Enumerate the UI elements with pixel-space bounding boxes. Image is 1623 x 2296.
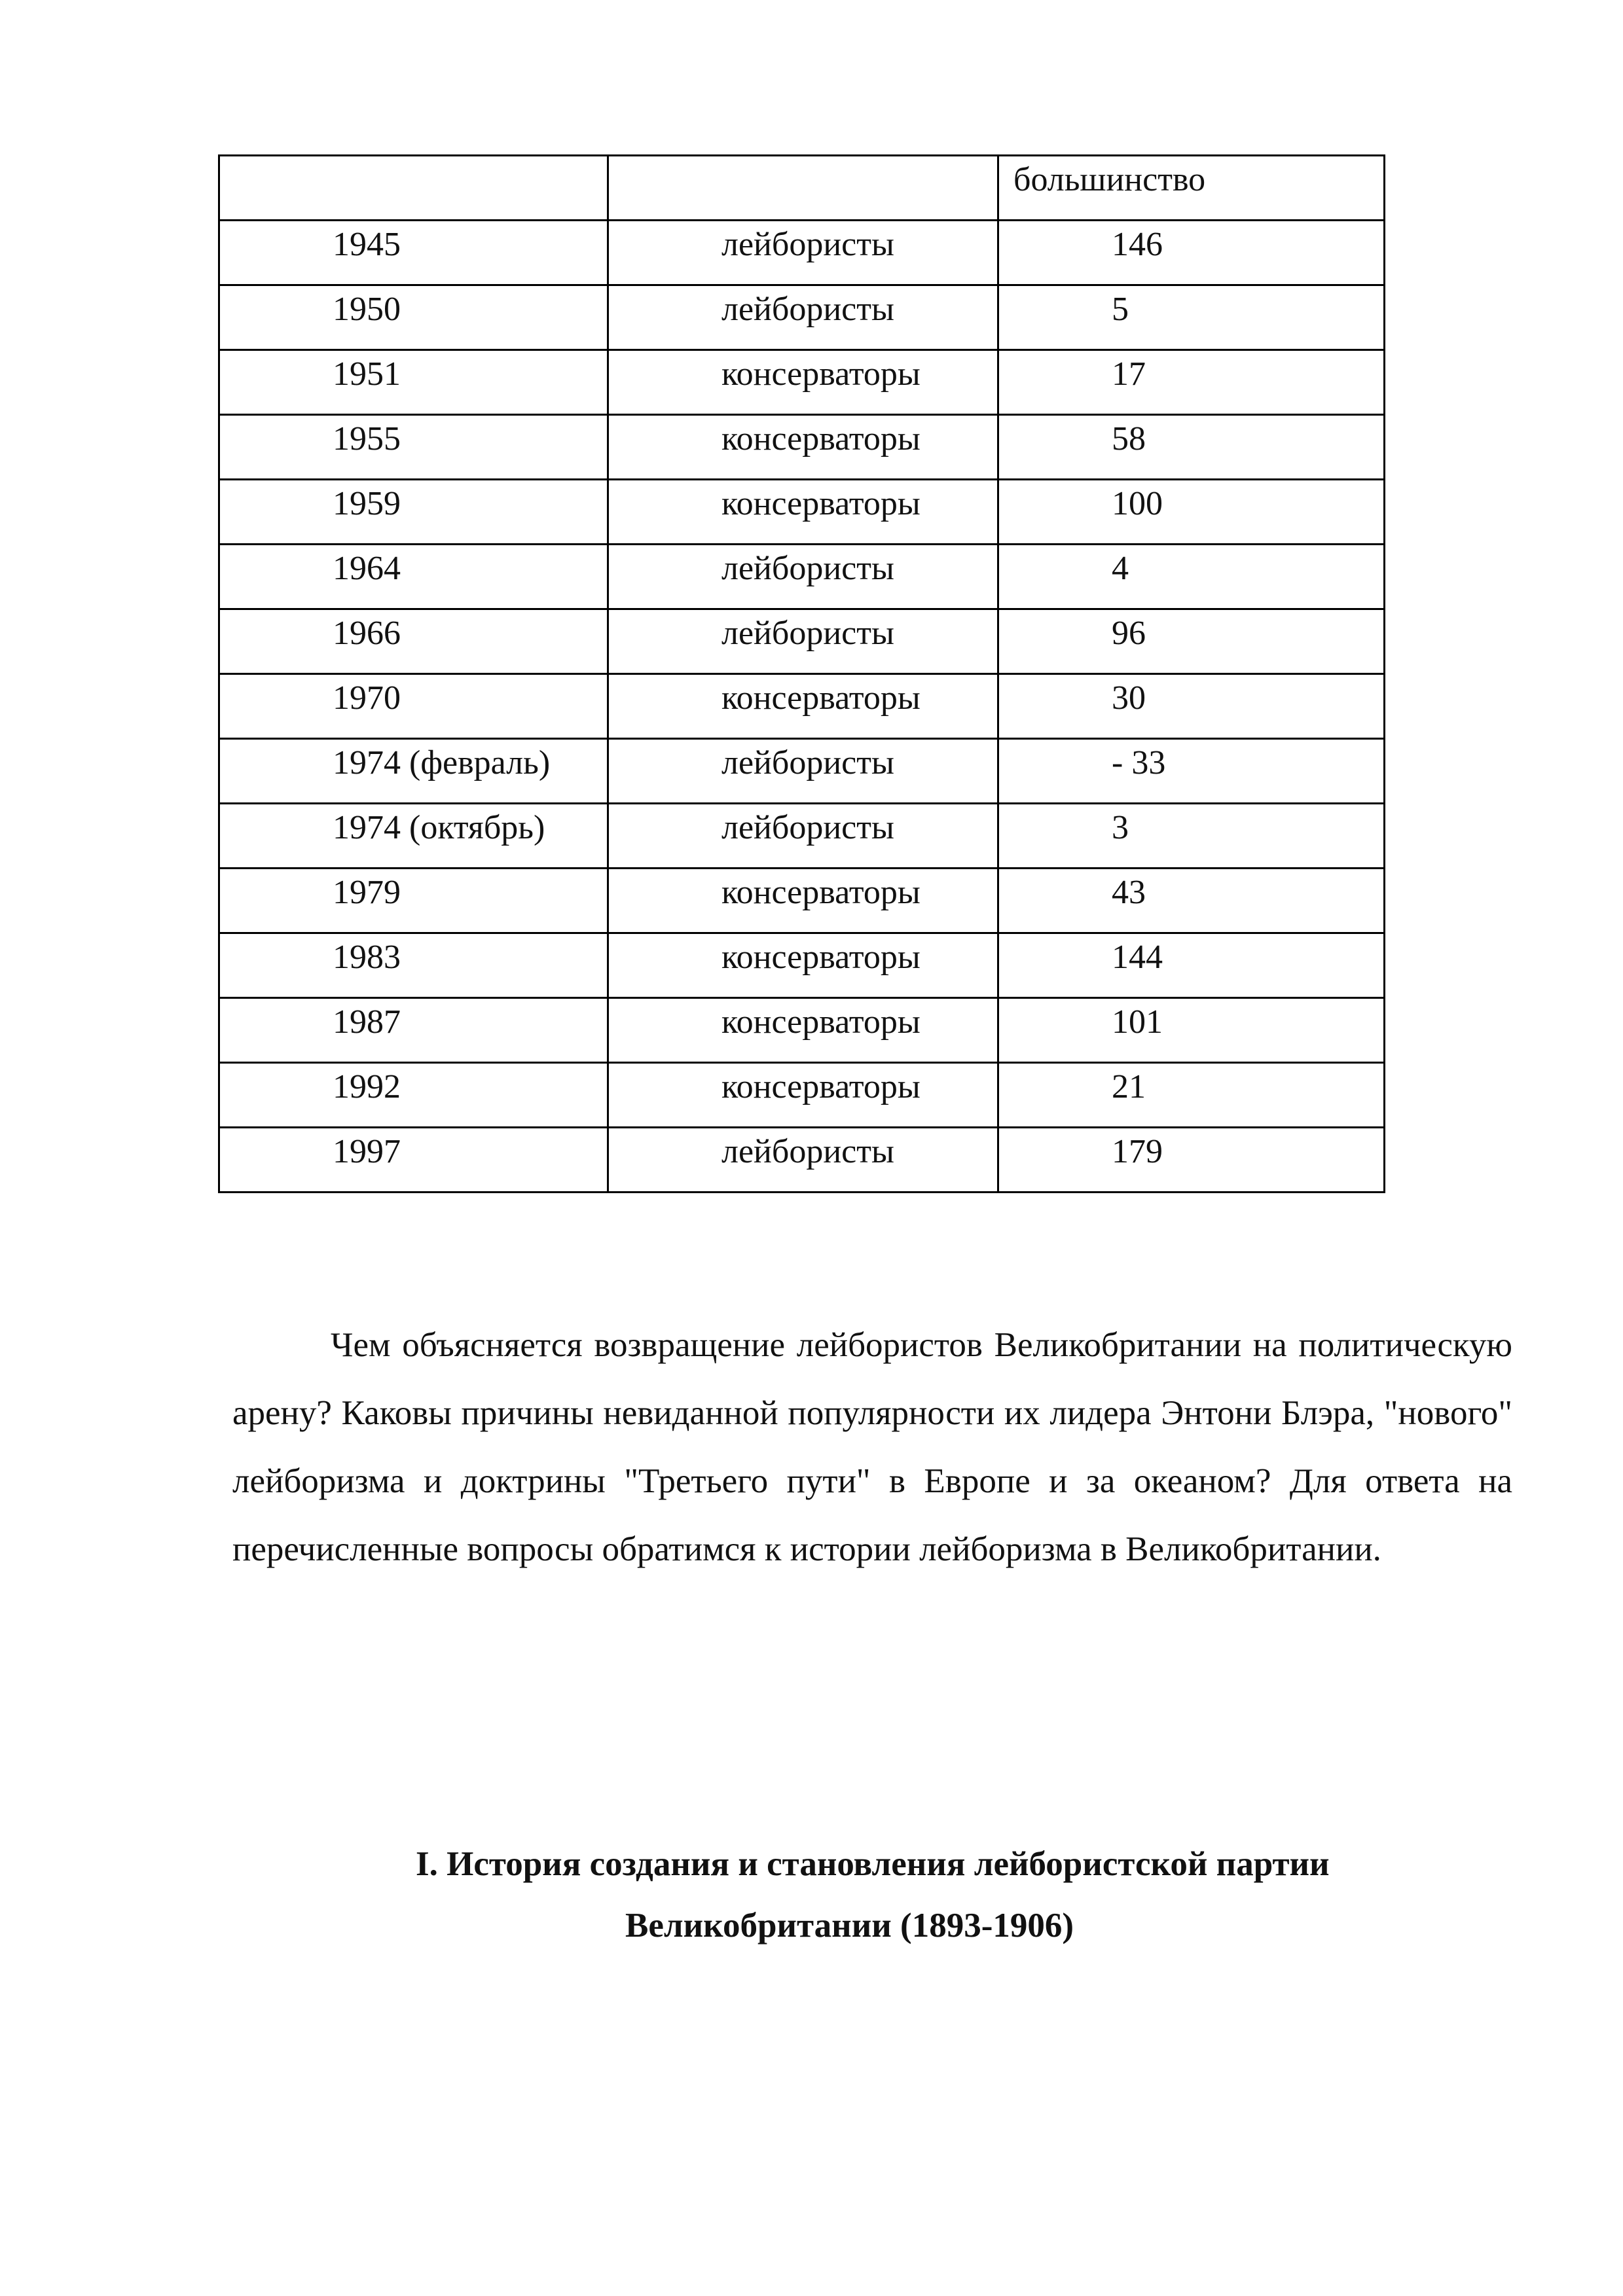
table-row — [219, 998, 1385, 1063]
majority-cell: 58 — [998, 415, 1385, 480]
table-row — [219, 545, 1385, 609]
party-cell: консерваторы — [608, 1063, 998, 1128]
majority-cell: 179 — [998, 1128, 1385, 1193]
party-cell: консерваторы — [608, 869, 998, 933]
table-row — [219, 869, 1385, 933]
year-cell: 1983 — [219, 933, 608, 998]
majority-cell: 100 — [998, 480, 1385, 545]
year-cell: 1955 — [219, 415, 608, 480]
majority-cell: 146 — [998, 221, 1385, 285]
party-cell: лейбористы — [608, 804, 998, 869]
majority-cell: 17 — [998, 350, 1385, 415]
section-heading-line-1: I. История создания и становления лейбористской партии — [416, 1845, 1330, 1883]
table-row — [219, 285, 1385, 350]
year-cell: 1950 — [219, 285, 608, 350]
party-cell: лейбористы — [608, 739, 998, 804]
majority-cell: 30 — [998, 674, 1385, 739]
table-row — [219, 1063, 1385, 1128]
year-cell: 1945 — [219, 221, 608, 285]
majority-cell: 4 — [998, 545, 1385, 609]
majority-cell: 43 — [998, 869, 1385, 933]
party-cell: консерваторы — [608, 350, 998, 415]
table-row — [219, 933, 1385, 998]
section-heading-line-2: Великобритании (1893-1906) — [625, 1907, 1074, 1945]
majority-cell: - 33 — [998, 739, 1385, 804]
year-cell: 1974 (октябрь) — [219, 804, 608, 869]
party-cell: консерваторы — [608, 480, 998, 545]
year-cell: 1974 (февраль) — [219, 739, 608, 804]
year-cell: 1987 — [219, 998, 608, 1063]
table-header-row — [219, 156, 1385, 221]
party-cell: лейбористы — [608, 609, 998, 674]
table-row — [219, 609, 1385, 674]
election-results-table — [218, 154, 1385, 1193]
year-cell: 1992 — [219, 1063, 608, 1128]
table-header-cell — [608, 156, 998, 221]
party-cell: лейбористы — [608, 1128, 998, 1193]
party-cell: консерваторы — [608, 933, 998, 998]
table-row — [219, 415, 1385, 480]
table-row — [219, 350, 1385, 415]
majority-cell: 144 — [998, 933, 1385, 998]
year-cell: 1959 — [219, 480, 608, 545]
table-row — [219, 1128, 1385, 1193]
table-row — [219, 480, 1385, 545]
majority-cell: 3 — [998, 804, 1385, 869]
table-row — [219, 739, 1385, 804]
majority-cell: 96 — [998, 609, 1385, 674]
party-cell: консерваторы — [608, 415, 998, 480]
table-row — [219, 221, 1385, 285]
year-cell: 1951 — [219, 350, 608, 415]
year-cell: 1979 — [219, 869, 608, 933]
party-cell: лейбористы — [608, 545, 998, 609]
majority-cell: 101 — [998, 998, 1385, 1063]
party-cell: консерваторы — [608, 674, 998, 739]
party-cell: лейбористы — [608, 221, 998, 285]
majority-cell: 5 — [998, 285, 1385, 350]
year-cell: 1970 — [219, 674, 608, 739]
table-row — [219, 804, 1385, 869]
body-paragraph: Чем объясняется возвращение лейбористов Великобритании на политическую арену? Каковы причины невиданной популярности их лидера Энтони Блэра, "нового" лейборизма и доктрины "Третьего пути" в Европе и за океаном? Для ответа на перечисленные вопросы обратимся к истории лейборизма в Великобритании. — [232, 1326, 1512, 1568]
table-header-cell: большинство — [998, 156, 1385, 221]
year-cell: 1997 — [219, 1128, 608, 1193]
majority-cell: 21 — [998, 1063, 1385, 1128]
party-cell: консерваторы — [608, 998, 998, 1063]
party-cell: лейбористы — [608, 285, 998, 350]
table-header-cell — [219, 156, 608, 221]
year-cell: 1964 — [219, 545, 608, 609]
table-row — [219, 674, 1385, 739]
year-cell: 1966 — [219, 609, 608, 674]
